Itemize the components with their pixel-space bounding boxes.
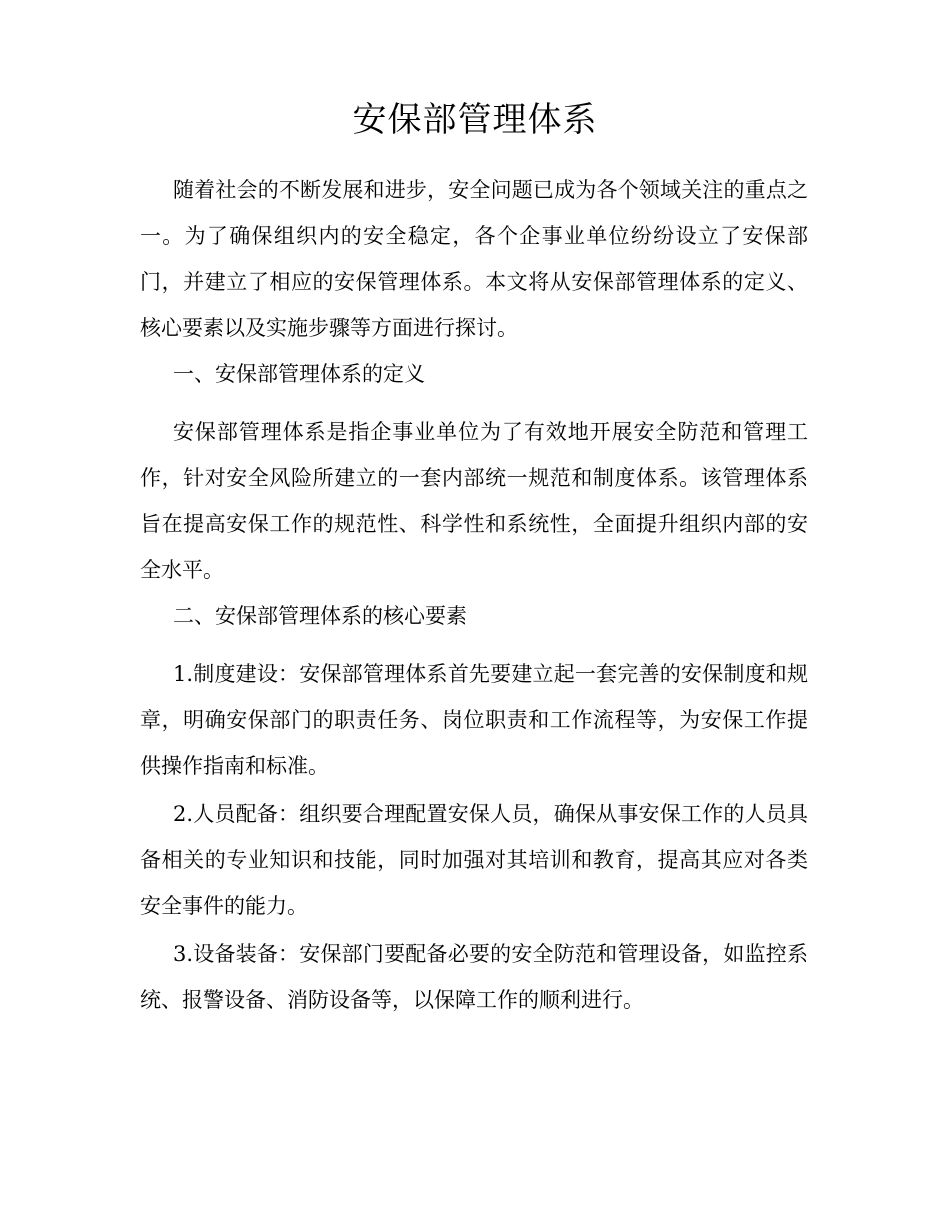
core-element-item-2: 2.人员配备：组织要合理配置安保人员，确保从事安保工作的人员具备相关的专业知识和技能，同时加强对其培训和教育，提高其应对各类安全事件的能力。 xyxy=(140,802,808,918)
section-heading-core-elements: 二、安保部管理体系的核心要素 xyxy=(173,604,467,628)
section-heading-definition: 一、安保部管理体系的定义 xyxy=(173,362,425,386)
definition-paragraph: 安保部管理体系是指企事业单位为了有效地开展安全防范和管理工作，针对安全风险所建立的一套内部统一规范和制度体系。该管理体系旨在提高安保工作的规范性、科学性和系统性，全面提升组织内部的安全水平。 xyxy=(140,420,808,582)
document-title: 安保部管理体系 xyxy=(352,100,598,140)
core-element-item-1: 1.制度建设：安保部管理体系首先要建立起一套完善的安保制度和规章，明确安保部门的职责任务、岗位职责和工作流程等，为安保工作提供操作指南和标准。 xyxy=(140,662,808,778)
core-element-item-3: 3.设备装备：安保部门要配备必要的安全防范和管理设备，如监控系统、报警设备、消防设备等，以保障工作的顺利进行。 xyxy=(140,942,808,1012)
intro-paragraph: 随着社会的不断发展和进步，安全问题已成为各个领域关注的重点之一。为了确保组织内的安全稳定，各个企事业单位纷纷设立了安保部门，并建立了相应的安保管理体系。本文将从安保部管理体系的定义、核心要素以及实施步骤等方面进行探讨。 xyxy=(140,178,808,340)
